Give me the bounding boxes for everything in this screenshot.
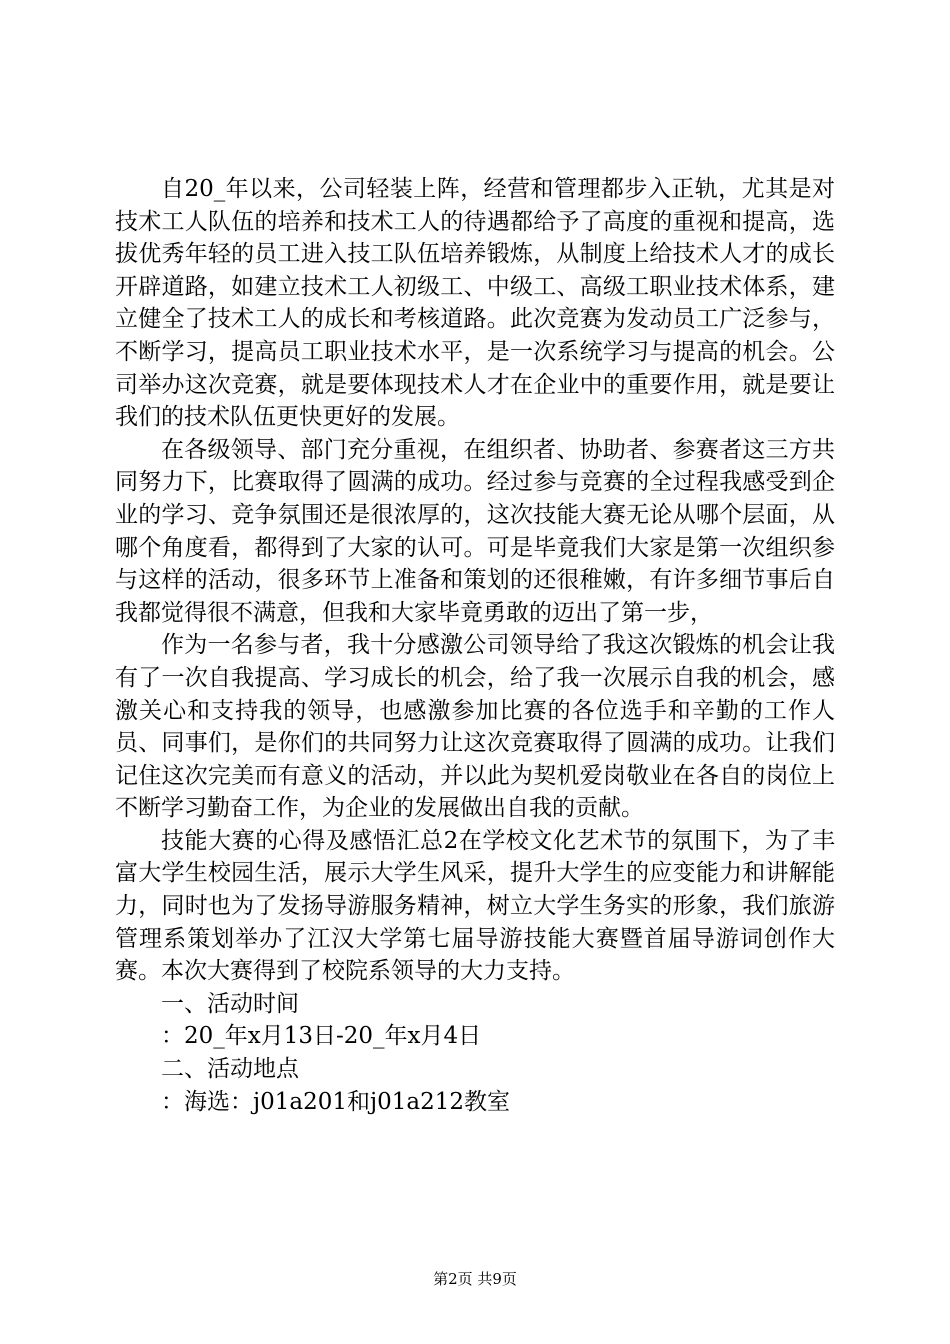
paragraph-summary-2: 技能大赛的心得及感悟汇总2在学校文化艺术节的氛围下，为了丰富大学生校园生活，展示大学生风采，提升大学生的应变能力和讲解能力，同时也为了发扬导游服务精神，树立大学生务实的形象，我们旅游管理系策划举办了江汉大学第七届导游技能大赛暨首届导游词创作大赛。本次大赛得到了校院系领导的大力支持。 — [115, 827, 835, 985]
paragraph-intro: 自20_年以来，公司轻装上阵，经营和管理都步入正轨，尤其是对技术工人队伍的培养和技术工人的待遇都给予了高度的重视和提高，选拔优秀年轻的员工进入技工队伍培养锻炼，从制度上给技术人才的成长开辟道路，如建立技术工人初级工、中级工、高级工职业技术体系，建立健全了技术工人的成长和考核道路。此次竞赛为发动员工广泛参与，不断学习，提高员工职业技术水平，是一次系统学习与提高的机会。公司举办这次竞赛，就是要体现技术人才在企业中的重要作用，就是要让我们的技术队伍更快更好的发展。 — [115, 176, 835, 431]
page-footer: 第2页 共9页 — [433, 1270, 517, 1288]
section-heading-location: 二、活动地点 — [161, 1056, 299, 1083]
paragraph-cooperation: 在各级领导、部门充分重视，在组织者、协助者、参赛者这三方共同努力下，比赛取得了圆满的成功。经过参与竞赛的全过程我感受到企业的学习、竞争氛围还是很浓厚的，这次技能大赛无论从哪个层面，从哪个角度看，都得到了大家的认可。可是毕竟我们大家是第一次组织参与这样的活动，很多环节上准备和策划的还很稚嫩，有许多细节事后自我都觉得很不满意，但我和大家毕竟勇敢的迈出了第一步， — [115, 436, 835, 626]
section-value-location: ：海选：j01a201和j01a212教室 — [161, 1088, 511, 1115]
document-body — [115, 173, 835, 1118]
section-value-time: ：20_年x月13日-20_年x月4日 — [161, 1023, 482, 1050]
section-heading-time: 一、活动时间 — [161, 990, 299, 1017]
paragraph-gratitude: 作为一名参与者，我十分感激公司领导给了我这次锻炼的机会让我有了一次自我提高、学习成长的机会，给了我一次展示自我的机会，感激关心和支持我的领导，也感激参加比赛的各位选手和辛勤的工作人员、同事们，是你们的共同努力让这次竞赛取得了圆满的成功。让我们记住这次完美而有意义的活动，并以此为契机爱岗敬业在各自的岗位上不断学习勤奋工作，为企业的发展做出自我的贡献。 — [115, 632, 835, 822]
